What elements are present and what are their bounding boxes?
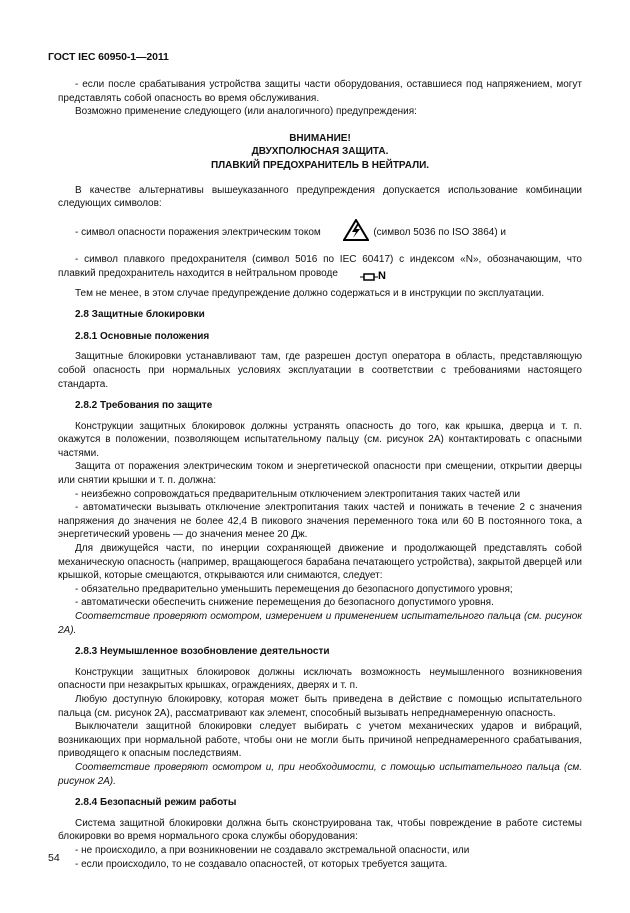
paragraph: Для движущейся части, по инерции сохраняющей движение и продолжающей представлять собой механическую опасность (например, вращающегося барабана печатающего устройства), закрытой дверцей или крышкой, которые смещаются, открываются или снимаются, следует: [58,543,582,582]
list-item: - автоматически вызывать отключение электропитания таких частей и понижать в течение 2 с значения напряжения до значения не более 42,4 В пикового значения переменного тока или 60 В постоянного тока, а энергетический уровень — до значения менее 20 Дж. [58,502,582,541]
paragraph: Защита от поражения электрическим током и энергетической опасности при смещении, открытии дверцы или снятии крышки и т. п. должна: [58,461,582,487]
list-item: - автоматически обеспечить снижение перемещения до безопасного допустимого уровня. [75,597,494,609]
section-heading: 2.8.3 Неумышленное возобновление деятельности [75,646,330,658]
electric-shock-warning-icon [326,219,369,246]
list-item: - обязательно предварительно уменьшить перемещения до безопасного допустимого уровня; [75,583,513,595]
compliance-note: Соответствие проверяют осмотром, измерением и применением испытательного пальца (см. рисунок 2А). [58,611,582,636]
warning-line: ПЛАВКИЙ ПРЕДОХРАНИТЕЛЬ В НЕЙТРАЛИ. [210,159,430,171]
paragraph-fuse-symbol [58,253,582,286]
warning-line: ВНИМАНИЕ! [289,132,351,144]
paragraph: - если после срабатывания устройства защиты части оборудования, оставшиеся под напряжением, могут представлять собой опасность во время обслуживания. [58,79,582,104]
paragraph: Система защитной блокировки должна быть сконструирована так, чтобы повреждение в работе системы блокировки во время нормального срока службы оборудования: [58,817,582,843]
section-heading: 2.8.1 Основные положения [75,330,210,342]
document-header: ГОСТ IEC 60950-1—2011 [48,51,169,63]
warning-line: ДВУХПОЛЮСНАЯ ЗАЩИТА. [251,146,389,158]
compliance-note: Соответствие проверяют осмотром и, при необходимости, с помощью испытательного пальца (см. рисунок 2А). [58,761,582,787]
list-item: - не происходило, а при возникновении не создавало экстремальной опасности, или [75,844,470,856]
fuse-label: N [377,269,386,282]
paragraph: Тем не менее, в этом случае предупреждение должно содержаться и в инструкции по эксплуатации. [75,287,545,299]
paragraph: Конструкции защитных блокировок должны исключать возможность неумышленного возникновения опасности при незакрытых крышках, ограждениях, дверях и т. п. [58,666,582,692]
text: (символ 5036 по ISO 3864) и [373,226,507,238]
document-body [58,78,582,871]
paragraph: Выключатели защитной блокировки следует выбирать с учетом механических ударов и вибраций, возникающих при нормальной работе, чтобы они не могли быть причиной непреднамеренного срабатывания, приводящего к опасным последствиям. [58,721,582,760]
list-item: - если происходило, то не создавало опасностей, от которых требуется защита. [75,858,448,870]
paragraph: Защитные блокировки устанавливают там, где разрешен доступ оператора в область, представляющую собой опасность при нормальных условиях эксплуатации в соответствии с требованиями настоящего стандарта. [58,351,582,390]
paragraph: В качестве альтернативы вышеуказанного предупреждения допускается использование комбинации следующих символов: [58,184,582,210]
list-item: - неизбежно сопровождаться предварительным отключением электропитания таких частей или [75,488,521,500]
text: - символ плавкого предохранителя (символ 5016 по IEC 60417) с индексом «N», обозначающим, что плавкий предохранитель находится в нейтральном проводе [58,254,582,279]
section-heading: 2.8 Защитные блокировки [75,309,205,321]
paragraph: Любую доступную блокировку, которая может быть приведена в действие с помощью испытательного пальца (см. рисунок 2А), рассматривают как элемент, способный вызывать непреднамеренную опасность. [58,693,582,719]
page-number: 54 [48,852,60,864]
paragraph-shock-symbol [58,219,582,246]
section-heading: 2.8.2 Требования по защите [75,400,213,412]
text: - символ опасности поражения электрическим током [75,226,321,238]
section-heading: 2.8.4 Безопасный режим работы [75,797,237,809]
paragraph: Возможно применение следующего (или аналогичного) предупреждения: [75,106,417,118]
paragraph: Конструкции защитных блокировок должны устранять опасность до того, как крышка, дверца и т. п. окажутся в положении, позволяющем испытательному пальцу (см. рисунок 2А) контактировать с опасными частями. [58,420,582,459]
fuse-neutral-icon [343,268,386,287]
warning-block [58,132,582,173]
